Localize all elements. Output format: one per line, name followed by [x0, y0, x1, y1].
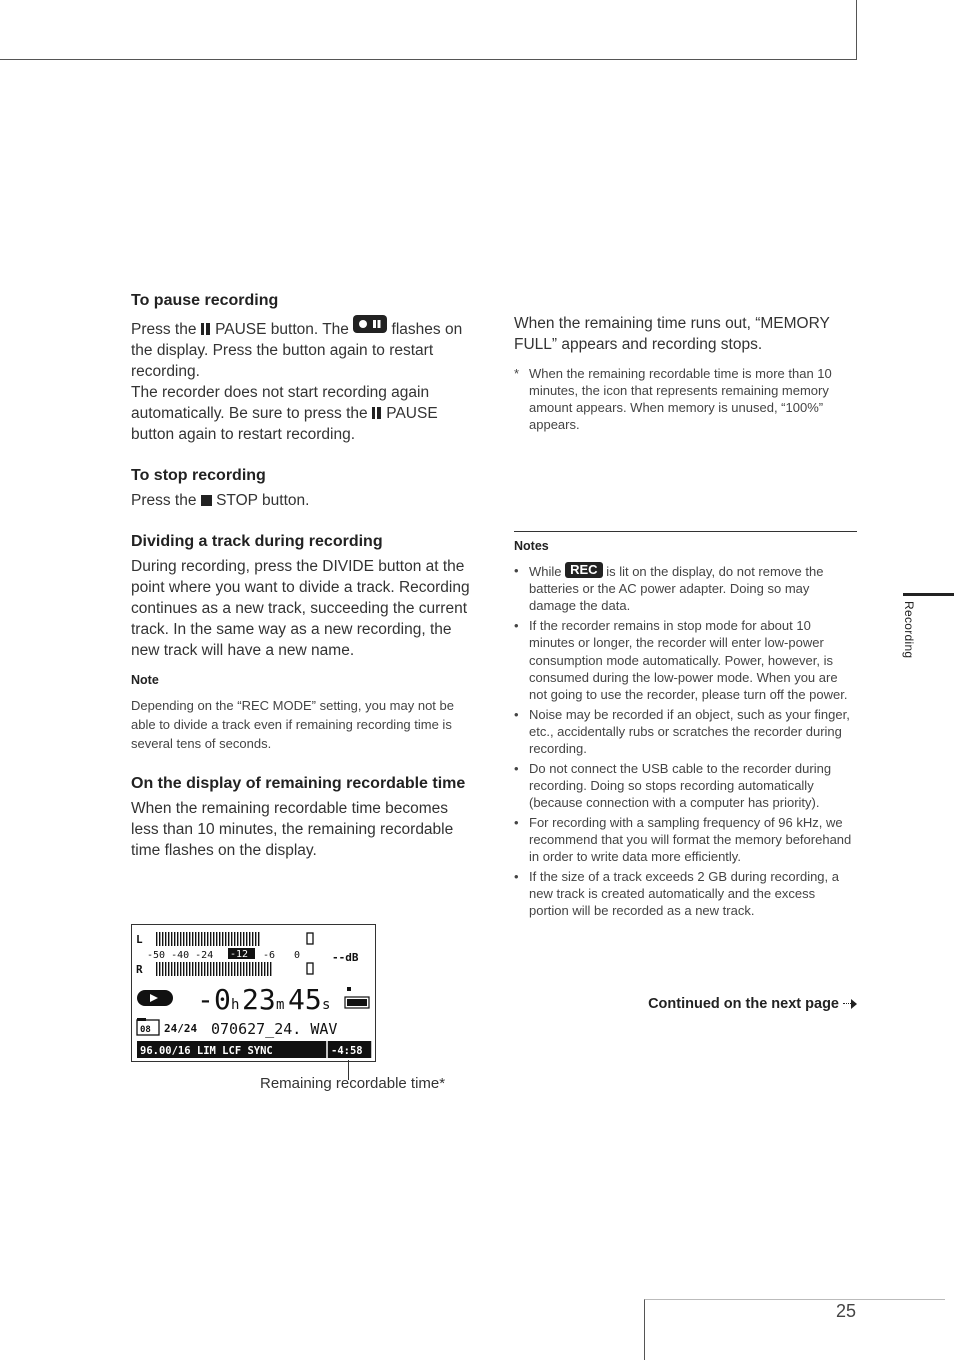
level-meter-r	[156, 962, 271, 976]
rec-pause-icon	[353, 315, 387, 333]
heading-divide: Dividing a track during recording	[131, 533, 383, 550]
list-item: • For recording with a sampling frequency of 96 kHz, we recommend that you will format the memory beforehand in order to write data more efficiently.	[514, 814, 857, 866]
chapter-tab-bar	[903, 593, 954, 596]
lcd-scale-c: 0	[294, 950, 301, 961]
lcd-time-seconds: 45	[288, 983, 322, 1016]
pause-text-2b: PAUSE button again to restart recording.	[131, 405, 438, 443]
page-frame-top	[0, 0, 857, 60]
lcd-unit-m: m	[276, 997, 285, 1013]
page-number: 25	[835, 1301, 856, 1321]
lcd-remaining-time: -4:58	[331, 1045, 363, 1057]
list-item	[514, 562, 857, 615]
rec-icon: REC	[565, 562, 602, 578]
stop-icon	[201, 495, 212, 506]
notes-heading: Notes	[514, 539, 549, 553]
level-meter-l	[156, 932, 259, 946]
right-column	[514, 313, 857, 922]
divide-note-heading: Note	[131, 673, 159, 687]
footnote-text: When the remaining recordable time is more than 10 minutes, the icon that represents remaining memory amount appears. When memory is unused, “100%” appears.	[529, 366, 832, 432]
pause-text-2	[131, 382, 476, 445]
section-pause	[131, 292, 476, 445]
lcd-channel-r: R	[136, 963, 143, 976]
footnote	[514, 365, 857, 433]
battery-icon	[345, 987, 369, 1008]
lcd-channel-l: L	[136, 933, 143, 946]
lcd-scale: -50 -40 -24	[147, 950, 214, 961]
divide-note-text: Depending on the “REC MODE” setting, you may not be able to divide a track even if remaining recording time is several tens of seconds.	[131, 698, 454, 751]
list-item: • Noise may be recorded if an object, such as your finger, etc., accidentally rubs or scratches the recorder during recording.	[514, 706, 857, 758]
heading-stop: To stop recording	[131, 467, 266, 484]
section-stop	[131, 467, 476, 511]
pause-text-2a: The recorder does not start recording again automatically. Be sure to press the	[131, 384, 430, 422]
pause-icon	[372, 407, 382, 419]
lcd-time-minutes: 23	[242, 983, 276, 1016]
chapter-label: Recording	[902, 601, 916, 659]
pause-text-1c: flashes on the display. Press the button again to restart recording.	[131, 321, 463, 380]
section-remaining	[131, 775, 476, 861]
pause-text-1b: PAUSE button. The	[210, 321, 354, 338]
section-divide	[131, 533, 476, 753]
notes-divider	[514, 531, 857, 532]
list-item: • If the recorder remains in stop mode for about 10 minutes or longer, the recorder will enter low-power consumption mode automatically. Power, however, is consumed during the low-power mode. When you are not going to use the recorder, please turn off the power.	[514, 617, 857, 703]
folder-icon	[137, 1018, 159, 1035]
lcd-unit-h: h	[231, 997, 240, 1013]
lcd-unit-s: s	[322, 997, 331, 1013]
lcd-folder-number: 08	[140, 1025, 151, 1035]
pause-icon	[201, 323, 211, 335]
arrow-right-icon	[851, 999, 857, 1009]
callout-remaining-label: Remaining recordable time*	[260, 1075, 446, 1092]
list-item: • Do not connect the USB cable to the recorder during recording. Doing so stops recording automatically (because connection with a computer has priority).	[514, 760, 857, 812]
lcd-scale-b: -6	[263, 950, 276, 961]
divide-text: During recording, press the DIVIDE button at the point where you want to divide a track. Recording continues as a new track, succeeding the current track. In the same way as a new recording, the new track will have a new name.	[131, 558, 470, 659]
footnote-mark: *	[514, 366, 520, 381]
lcd-status-text: 96.00/16 LIM LCF SYNC	[140, 1045, 273, 1057]
continued-text: Continued on the next page	[648, 996, 839, 1012]
peak-indicator-r	[307, 963, 313, 974]
stop-text-a: Press the	[131, 492, 201, 509]
note1-text-b: is lit on the display, do not remove the batteries or the AC power adapter. Doing so may damage the data.	[529, 564, 824, 614]
memory-full-text: When the remaining time runs out, “MEMORY FULL” appears and recording stops.	[514, 315, 830, 353]
lcd-db: --dB	[332, 951, 359, 964]
note1-text-a: While	[529, 564, 566, 579]
lcd-track-count: 24/24	[164, 1022, 198, 1035]
continued-link	[514, 996, 857, 1012]
stop-text-b: STOP button.	[211, 492, 310, 509]
lcd-time-sign: -	[197, 983, 214, 1016]
lcd-time-hours: 0	[214, 983, 231, 1016]
heading-remaining: On the display of remaining recordable time	[131, 775, 466, 792]
page-frame-bottom	[644, 1299, 945, 1360]
lcd-scale-highlight: -12	[230, 949, 249, 960]
notes-list	[514, 562, 857, 920]
lcd-filename: 070627_24. WAV	[211, 1020, 338, 1038]
dotted-leader	[843, 1003, 851, 1004]
peak-indicator-l	[307, 933, 313, 944]
list-item: • If the size of a track exceeds 2 GB during recording, a new track is created automatically and the excess portion will be recorded as a new track.	[514, 868, 857, 920]
pause-text-1a: Press the	[131, 321, 201, 338]
left-column	[131, 292, 476, 883]
lcd-display-illustration	[131, 924, 376, 1062]
stop-text	[131, 490, 476, 511]
remaining-text: When the remaining recordable time becomes less than 10 minutes, the remaining recordable time flashes on the display.	[131, 800, 454, 859]
pause-text-1	[131, 315, 476, 382]
heading-pause: To pause recording	[131, 292, 279, 309]
